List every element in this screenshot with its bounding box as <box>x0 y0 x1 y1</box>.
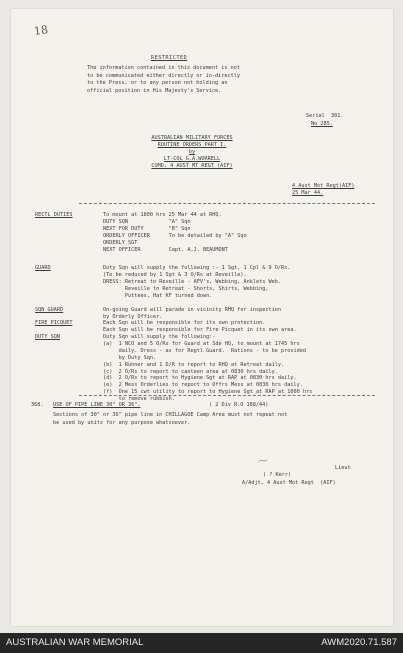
section-heading: GUARD <box>35 265 51 271</box>
section-line: DRESS: Retreat to Reveille - AFV's, Webbing, Anklets Web. <box>103 278 282 285</box>
document-page <box>11 9 393 626</box>
section-line: DUTY SQN "A" Sqn <box>103 218 191 225</box>
classification-heading: RESTRICTED <box>151 55 188 61</box>
item-body-line: Sections of 30" or 36" pipe line in CHILLAGOE Camp Area must not repeat not <box>53 412 288 418</box>
section-line: daily. Dress - as for Regtl Guard. Rations - to be provided <box>103 347 307 354</box>
notice-line: to be communicated either directly or in-directly <box>87 72 241 79</box>
divider-line <box>79 203 375 204</box>
section-line: (f) One 15 cwt utility to report to Hygiene Sgt at RAP at 1000 hrs <box>103 389 313 396</box>
section-heading: SQN GUARD <box>35 307 64 313</box>
section-line: On-going Guard will parade in vicinity RHQ for inspection <box>103 307 282 313</box>
section-line: Duty Sqn will supply the following :- 1 Sgt, 1 Cpl & 9 O/Rs. <box>103 265 291 271</box>
section-line: ORDERLY OFFICER To be detailed by "A" Sqn <box>103 232 247 239</box>
signature-rank: Lieut <box>335 465 351 471</box>
archive-catalogue-number: AWM2020.71.587 <box>321 637 397 648</box>
section-line: NEXT OFFICER Capt. A.J. BEAUMONT <box>103 246 228 253</box>
notice-line: to the Press, or to any person not holding an <box>87 80 228 86</box>
title-line: ROUTINE ORDERS PART I. <box>157 142 227 148</box>
section-line: To mount at 1800 hrs 25 Mar 44 at RHQ. <box>103 212 222 218</box>
item-heading: USE OF PIPE LINE 30" OR 36". <box>53 402 141 408</box>
order-number: No 285. <box>311 121 333 127</box>
section-heading: FIRE PICQUET <box>35 320 73 326</box>
section-line: (a) 1 NCO and 5 O/Rs for Guard at Sde HQ, to mount at 1745 hrs <box>103 340 300 347</box>
signature-scribble: ~ <box>256 452 270 470</box>
section-line: Each Sqn will be responsible for Fire Picquet in its own area. <box>103 326 297 333</box>
section-line: Reveille to Retreat - Shorts, Shirts, Webbing, <box>103 285 269 292</box>
section-line: Duty Sqn will supply the following:- <box>103 334 216 340</box>
archive-name: AUSTRALIAN WAR MEMORIAL <box>6 637 144 648</box>
section-line: by Orderly Officer. <box>103 313 163 320</box>
section-line: Each Sqn will be responsible for its own protection. <box>103 320 266 326</box>
item-reference: ( 2 Div R.O 168/44) <box>209 402 269 408</box>
serial-line: Serial 301. <box>306 113 344 119</box>
section-line: to remove rubbish. <box>103 396 175 403</box>
section-line: (c) 2 O/Rs to report to canteen area at 0830 hrs daily. <box>103 368 278 375</box>
section-heading: DUTY SQN <box>35 334 60 340</box>
notice-line: official position in His Majesty's Service. <box>87 87 222 94</box>
unit-name: 4 Aust Mot Regt(AIF) <box>292 183 355 189</box>
title-line: by <box>188 149 196 155</box>
divider-line <box>79 395 375 396</box>
signature-unit: A/Adjt, 4 Aust Mot Regt (AIF) <box>242 480 336 486</box>
section-line: Puttees, Hat KF turned down. <box>103 292 213 299</box>
section-heading: RECTL DUTIES <box>35 212 73 218</box>
title-line: AUSTRALIAN MILITARY FORCES <box>151 135 233 141</box>
signature-adjutant: ( ? Kerr) <box>263 472 292 478</box>
section-line: (b) 1 Runner and 1 D/R to report to RHQ at Retreat daily. <box>103 361 285 368</box>
section-line: (To be reduced by 1 Sgt & 3 O/Rs at Reveille). <box>103 271 247 278</box>
title-line: COMD. 4 AUST MT REGT (AIF) <box>151 163 233 169</box>
section-line: (e) 2 Mess Orderlies to report to Offrs Mess at 0830 hrs daily. <box>103 382 303 389</box>
page-number-mark: 18 <box>33 23 49 38</box>
item-number: 368. <box>31 402 44 408</box>
section-line: (d) 2 O/Rs to report to Hygiene Sgt at RAP at 0830 hrs daily. <box>103 375 297 382</box>
section-line: NEXT FOR DUTY "B" Sqn <box>103 225 191 232</box>
title-line: LT-COL G.A.WORRELL <box>163 156 221 162</box>
archive-footer <box>0 633 403 653</box>
section-line: ORDERLY SGT <box>103 239 138 246</box>
section-line: by Duty Sqn. <box>103 354 157 361</box>
notice-line: The information contained in this document is not <box>87 65 241 71</box>
order-date: 25 Mar 44. <box>292 190 324 196</box>
item-body-line: be used by units for any purpose whatsoever. <box>53 419 191 426</box>
